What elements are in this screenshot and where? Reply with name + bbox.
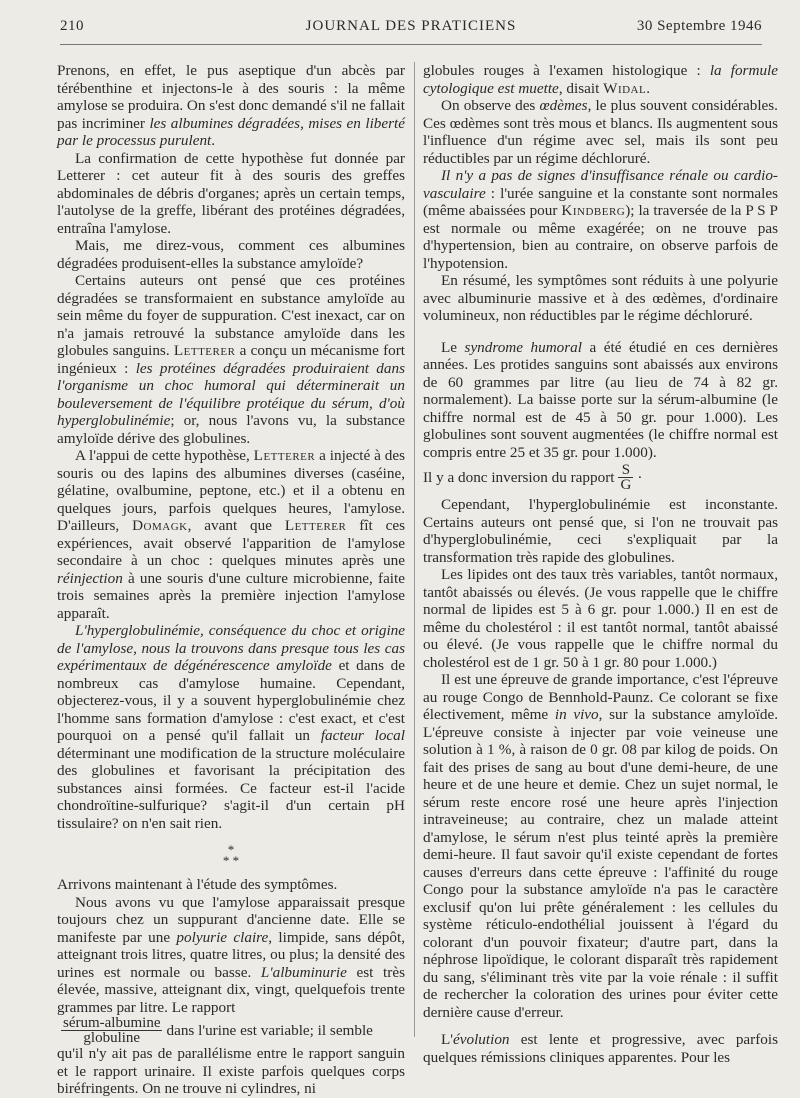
right-column [423, 62, 778, 1066]
paragraph: Prenons, en effet, le pus aseptique d'un abcès par térébenthine et injectons-le à des souris : la même amylose se produira. On s'est donc demandé s'il ne fallait pas incriminer les albumines dégradées, mises en liberté par le processus purulent. [57, 62, 405, 149]
header-rule [60, 44, 762, 45]
paragraph: On observe des œdèmes, le plus souvent considérables. Ces œdèmes sont très mous et blancs. Ils augmentent sous l'influence d'un régime avec sel, mais ils sont peu réductibles par un régime déchloruré. [423, 97, 778, 167]
paragraph: Arrivons maintenant à l'étude des symptômes. [57, 876, 338, 893]
journal-title: JOURNAL DES PRATICIENS [305, 18, 517, 34]
paragraph: globules rouges à l'examen histologique : la formule cytologique est muette, disait Widal. [423, 62, 778, 97]
paragraph: Le syndrome humoral a été étudié en ces dernières années. Les protides sanguins sont abaissés aux environs de 60 grammes par litre (au lieu de 74 à 82 gr. normalement). La baisse porte sur la sérum-albumine (le chiffre normal est de 45 à 50 gr. pour 1.000). Les globulines sont souvent augmentées (le chiffre normal est compris entre 25 et 35 gr. pour 1.000). [423, 338, 778, 461]
paragraph: Certains auteurs ont pensé que ces protéines dégradées se transformaient en substance amyloïde au sein même du foyer de suppuration. C'est inexact, car on n'a jamais retrouvé la substance amyloïde dans les globules sanguins. Letterer a conçu un mécanisme fort ingénieux : les protéines dégradées produiraient dans l'organisme un choc humoral qui déterminerait un bouleversement de l'équilibre protéique du sérum, d'où hyperglobulinémie; or, nous l'avons vu, la substance amyloïde dérive des globulines. [57, 272, 405, 447]
paragraph: La confirmation de cette hypothèse fut donnée par Letterer : cet auteur fit à des souris des greffes abdominales de débris d'organes; après un certain temps, l'autolyse de la greffe, libérant des protéines dégradées, entraîna l'amylose. [57, 149, 405, 237]
paragraph: L'hyperglobulinémie, conséquence du choc et origine de l'amylose, nous la trouvons dans presque tous les cas expérimentaux de dégénérescence amyloïde et dans de nombreux cas d'amylose humaine. Cependant, objecterez-vous, il y a souvent hyperglobulinémie chez l'homme sans formation d'amylose : c'est exact, et c'est pourquoi on a pensé qu'il fallait un facteur local déterminant une modification de la structure moléculaire des globulines et favorisant la précipitation des substances ainsi formées. Ce facteur est-il l'acide chondroïtine-sulfurique? s'agit-il d'un certain pH tissulaire? on n'en sait rien. [57, 622, 406, 832]
paragraph: L'évolution est lente et progressive, avec parfois quelques rémissions cliniques apparentes. Pour les [423, 1031, 778, 1066]
paragraph: Cependant, l'hyperglobulinémie est inconstante. Certains auteurs ont pensé que, si l'on ne trouvait pas d'hyperglobulinémie, ceci s'expliquait par la transformation très rapide des globulines. [423, 496, 778, 566]
column-divider [414, 62, 415, 1037]
left-column [57, 62, 405, 1098]
page-number: 210 [60, 18, 84, 34]
issue-date: 30 Septembre 1946 [636, 18, 762, 34]
paragraph: Les lipides ont des taux très variables, tantôt normaux, tantôt abaissés ou élevés. (Je vous rappelle que le chiffre normal de lipides est 5 à 6 gr. pour 1.000.) Il en est de même du cholestérol : il est tantôt normal, tantôt abaissé ou élevé. (Je vous rappelle que le chiffre normal du cholestérol est de 1 gr. 50 à 1 gr. 80 pour 1.000.) [423, 566, 778, 671]
paragraph: En résumé, les symptômes sont réduits à une polyurie avec albuminurie massive et à des œdèmes, d'ordinaire volumineux, non réductibles par le régime déchloruré. [423, 272, 778, 324]
section-separator: * * * [222, 842, 240, 868]
paragraph: Nous avons vu que l'amylose apparaissait presque toujours chez un suppurant d'ancienne date. Elle se manifeste par une polyurie claire, limpide, sans dépôt, atteignant trois litres, quatre litres, ou plus; la densité des urines est normale ou basse. L'albuminurie est très élevée, massive, atteignant dix, vingt, quelquefois trente grammes par litre. Le rapport [57, 893, 405, 1016]
paragraph: A l'appui de cette hypothèse, Letterer a injecté à des souris ou des lapins des albumines diverses (caséine, gélatine, ovalbumine, peptone, etc.) et il a obtenu en quelques jours, parfois quelques heures, l'amylose. D'ailleurs, Domagk, avant que Letterer fît ces expériences, avait observé l'apparition de l'amylose secondaire à un choc : quelques minutes après une réinjection à une souris d'une culture microbienne, faite trois semaines après la première injection l'amylose apparaît. [57, 447, 406, 622]
ratio-fraction: $\frac{S}{G}$ [620, 462, 632, 493]
ratio-line: Il y a donc inversion du rapport $\frac{S}{G}$ · [423, 462, 643, 493]
running-header [60, 14, 762, 40]
ratio-fraction: $\frac{\text{sérum-albumine}}{\text{globuline}}$ [63, 1015, 161, 1046]
paragraph: Il n'y a pas de signes d'insuffisance rénale ou cardio-vasculaire : l'urée sanguine et la constante sont normales (même abaissées pour Kindberg); la traversée de la P S P est normale ou même exagérée; on ne trouve pas d'hypertension, bien au contraire, on observe parfois de l'hypotension. [423, 167, 778, 272]
ratio-line: $\frac{\text{sérum-albumine}}{\text{globuline}}$ dans l'urine est variable; il semble [63, 1015, 373, 1046]
paragraph: Il est une épreuve de grande importance, c'est l'épreuve au rouge Congo de Bennhold-Paunz. Ce colorant se fixe électivement, même in vivo, sur la substance amyloïde. L'épreuve consiste à injecter par voie veineuse une solution à 1 %, à raison de 0 gr. 08 par kilog de poids. On fait des prises de sang au bout d'une demi-heure, de une heure et de une heure et demie. Chez un sujet normal, le sérum reste encore rosé une heure après l'injection intraveineuse; au contraire, chez un malade atteint d'amylose, le sérum n'est plus teinté après la première demi-heure. Il faut savoir qu'il existe cependant de fortes causes d'erreurs dans cette épreuve : l'affinité du rouge Congo pour la substance amyloïde n'a pas le caractère exclusif qu'on lui prête généralement : les cellules du système réticulo-endothélial jouissent à l'égard du colorant d'un pouvoir fixateur; d'autre part, dans la néphrose lipoïdique, le colorant disparaît très rapidement du sang, s'éliminant très vite par la voie rénale : il suffit de rechercher la coloration des urines pour éviter cette dernière cause d'erreur. [423, 671, 778, 1021]
paragraph: qu'il n'y ait pas de parallélisme entre le rapport sanguin et le rapport urinaire. Il existe parfois quelques corps biréfringents. On ne trouve ni cylindres, ni [57, 1045, 405, 1097]
paragraph: Mais, me direz-vous, comment ces albumines dégradées produisent-elles la substance amyloïde? [57, 237, 405, 272]
